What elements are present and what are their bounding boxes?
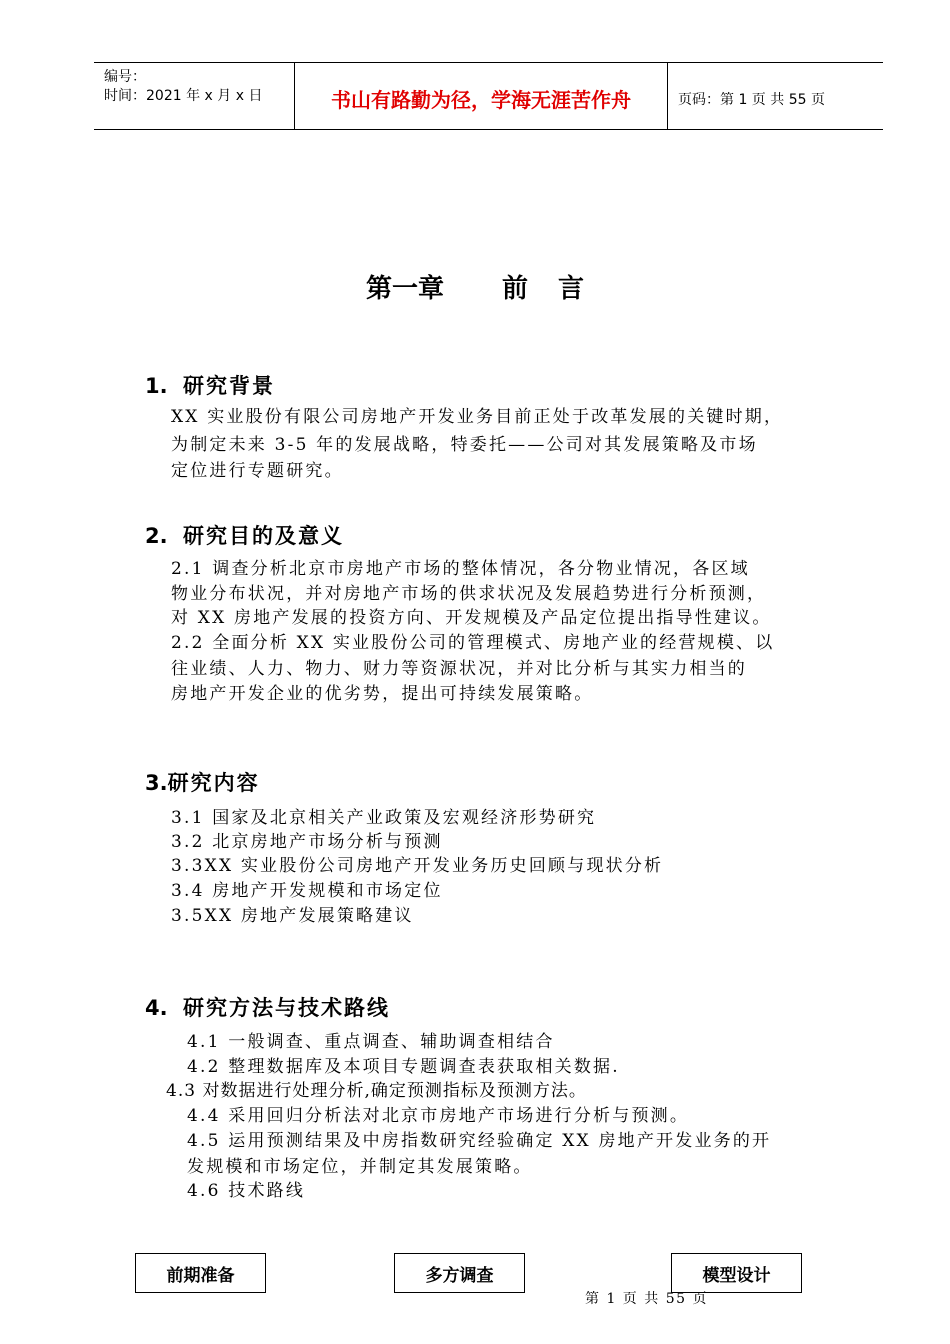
header-motto: 书山有路勤为径，学海无涯苦作舟 — [331, 88, 631, 112]
page-footer: 第 1 页 共 55 页 — [585, 1291, 708, 1307]
header-divider-right — [667, 62, 668, 130]
list-item: 3.2 北京房地产市场分析与预测 — [171, 832, 443, 852]
list-item: 4.1 一般调查、重点调查、辅助调查相结合 — [187, 1032, 555, 1052]
page-info: 页码：第 1 页 共 55 页 — [678, 92, 825, 108]
list-item: 4.6 技术路线 — [187, 1181, 306, 1201]
paragraph-line: 2.2 全面分析 XX 实业股份公司的管理模式、房地产业的经营规模、以 — [171, 633, 775, 653]
list-item: 4.2 整理数据库及本项目专题调查表获取相关数据. — [187, 1057, 620, 1077]
section-number: 2. — [145, 524, 168, 548]
section-number: 1. — [145, 374, 168, 398]
list-item: 4.3 对数据进行处理分析,确定预测指标及预测方法。 — [166, 1081, 587, 1101]
list-item: 3.5XX 房地产发展策略建议 — [171, 906, 414, 926]
list-item: 4.4 采用回归分析法对北京市房地产市场进行分析与预测。 — [187, 1106, 690, 1126]
section-title: 研究内容 — [167, 771, 260, 795]
chapter-title-char-2: 言 — [558, 274, 585, 304]
list-item: 3.1 国家及北京相关产业政策及宏观经济形势研究 — [171, 808, 597, 828]
chapter-number: 第一章 — [365, 274, 444, 304]
paragraph-line: XX 实业股份有限公司房地产开发业务目前正处于改革发展的关键时期， — [171, 407, 784, 427]
paragraph-line: 往业绩、人力、物力、财力等资源状况，并对比分析与其实力相当的 — [171, 659, 747, 679]
paragraph-line: 物业分布状况，并对房地产市场的供求状况及发展趋势进行分析预测， — [171, 584, 767, 604]
section-title: 研究背景 — [183, 374, 275, 398]
chapter-title — [0, 268, 950, 305]
section-heading-2 — [145, 520, 344, 550]
date-line: 时间：2021 年 x 月 x 日 — [104, 88, 263, 104]
paragraph-line: 对 XX 房地产发展的投资方向、开发规模及产品定位提出指导性建议。 — [171, 608, 772, 628]
list-item: 4.5 运用预测结果及中房指数研究经验确定 XX 房地产开发业务的开 — [187, 1131, 772, 1151]
chapter-title-char-1: 前 — [501, 274, 528, 304]
paragraph-line: 定位进行专题研究。 — [171, 461, 344, 481]
section-number: 3. — [145, 771, 168, 795]
section-number: 4. — [145, 996, 168, 1020]
section-heading-3 — [145, 767, 260, 797]
header-bottom-rule — [94, 129, 883, 130]
list-item: 3.4 房地产开发规模和市场定位 — [171, 881, 443, 901]
header-divider-left — [294, 62, 295, 130]
section-title: 研究目的及意义 — [183, 524, 344, 548]
serial-label: 编号： — [104, 69, 146, 85]
paragraph-line: 房地产开发企业的优劣势，提出可持续发展策略。 — [171, 684, 594, 704]
flow-box-survey: 多方调查 — [394, 1253, 525, 1293]
header-top-rule — [94, 62, 883, 63]
paragraph-line: 为制定未来 3-5 年的发展战略，特委托——公司对其发展策略及市场 — [171, 435, 758, 455]
section-heading-4 — [145, 992, 390, 1022]
flow-box-model-design: 模型设计 — [671, 1253, 802, 1293]
paragraph-line: 2.1 调查分析北京市房地产市场的整体情况，各分物业情况，各区域 — [171, 559, 750, 579]
list-item: 发规模和市场定位，并制定其发展策略。 — [187, 1157, 533, 1177]
flow-box-preparation: 前期准备 — [135, 1253, 266, 1293]
section-heading-1 — [145, 370, 275, 400]
list-item: 3.3XX 实业股份公司房地产开发业务历史回顾与现状分析 — [171, 856, 664, 876]
section-title: 研究方法与技术路线 — [183, 996, 390, 1020]
